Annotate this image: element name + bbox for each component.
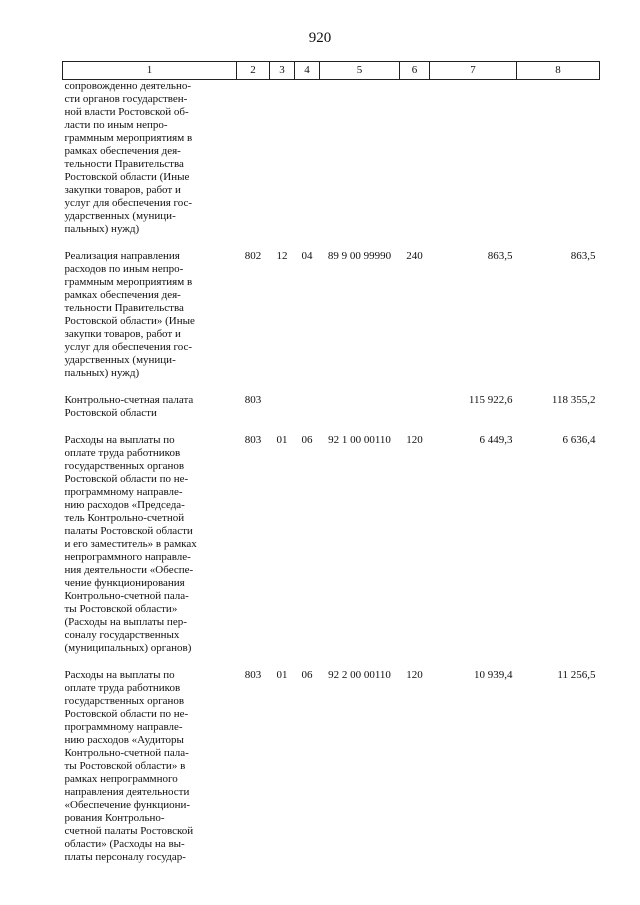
description-line: ты Ростовской области» xyxy=(64,603,178,615)
subsection-code xyxy=(295,380,320,420)
description-line: ния деятельности «Обеспе- xyxy=(64,564,194,576)
page-number: 920 xyxy=(308,30,332,46)
subsection-code: 04 xyxy=(301,250,313,262)
column-header: 2 xyxy=(237,62,270,80)
description-line: закупки товаров, работ и xyxy=(64,184,181,196)
description-line: (муниципальных) органов) xyxy=(64,642,192,654)
section-code: 01 xyxy=(276,434,288,446)
amount-year-2: 11 256,5 xyxy=(557,669,596,681)
description-line: рамках непрограммного xyxy=(64,773,178,785)
description-line: (Расходы на выплаты пер- xyxy=(64,616,187,628)
expense-type-code xyxy=(400,380,430,420)
row-description xyxy=(63,236,237,380)
section-code: 01 xyxy=(276,669,288,681)
ministry-code: 803 xyxy=(244,394,262,406)
description-line: Контрольно-счетной пала- xyxy=(64,590,189,602)
expense-type-code xyxy=(400,80,430,237)
description-line: Ростовской области по не- xyxy=(64,708,189,720)
table-body xyxy=(63,80,600,865)
amount-year-2 xyxy=(517,80,600,237)
description-line: нию расходов «Аудиторы xyxy=(64,734,184,746)
description-line: ударственных (муници- xyxy=(64,210,176,222)
description-line: услуг для обеспечения гос- xyxy=(64,341,193,353)
description-line: Ростовской области» (Иные xyxy=(64,315,195,327)
table-row xyxy=(63,420,600,655)
description-line: программному направле- xyxy=(64,486,183,498)
amount-year-2: 118 355,2 xyxy=(551,394,596,406)
row-description xyxy=(63,420,237,655)
description-line: палаты Ростовской области xyxy=(64,525,193,537)
description-line: чение функционирования xyxy=(64,577,185,589)
description-line: сти органов государствен- xyxy=(64,93,188,105)
description-line: рования Контрольно- xyxy=(64,812,165,824)
description-line: и его заместитель» в рамках xyxy=(64,538,197,550)
target-article-code xyxy=(320,80,400,237)
description-line: Ростовской области xyxy=(64,407,157,419)
amount-year-1: 115 922,6 xyxy=(468,394,513,406)
section-code: 12 xyxy=(276,250,288,262)
description-line: программному направле- xyxy=(64,721,183,733)
amount-year-1: 6 449,3 xyxy=(479,434,513,446)
subsection-code xyxy=(295,80,320,237)
target-article-code: 89 9 00 99990 xyxy=(327,250,392,262)
row-description xyxy=(63,80,237,237)
ministry-code: 802 xyxy=(244,250,262,262)
description-line: ласти по иным непро- xyxy=(64,119,168,131)
budget-table xyxy=(62,61,600,864)
expense-type-code: 120 xyxy=(406,434,423,446)
description-line: тельности Правительства xyxy=(64,158,184,170)
subsection-code: 06 xyxy=(301,669,313,681)
ministry-code: 803 xyxy=(244,669,262,681)
target-article-code: 92 1 00 00110 xyxy=(328,434,391,446)
ministry-code xyxy=(237,80,270,237)
description-line: граммным мероприятиям в xyxy=(64,276,193,288)
description-line: Ростовской области (Иные xyxy=(64,171,190,183)
table-row xyxy=(63,236,600,380)
row-description xyxy=(63,380,237,420)
column-header: 7 xyxy=(430,62,517,80)
description-line: закупки товаров, работ и xyxy=(64,328,181,340)
description-line: пальных) нужд) xyxy=(64,367,140,379)
description-line: рамках обеспечения дея- xyxy=(64,145,181,157)
description-line: нию расходов «Председа- xyxy=(64,499,185,511)
description-line: оплате труда работников xyxy=(64,447,181,459)
description-line: направления деятельности xyxy=(64,786,190,798)
column-header: 1 xyxy=(63,62,237,80)
description-line: расходов по иным непро- xyxy=(64,263,184,275)
table-row xyxy=(63,380,600,420)
description-line: соналу государственных xyxy=(64,629,180,641)
target-article-code: 92 2 00 00110 xyxy=(328,669,391,681)
amount-year-2: 863,5 xyxy=(570,250,596,262)
target-article-code xyxy=(320,380,400,420)
description-line: услуг для обеспечения гос- xyxy=(64,197,193,209)
description-line: государственных органов xyxy=(64,695,185,707)
table-row xyxy=(63,655,600,864)
section-code xyxy=(270,380,295,420)
description-line: тельности Правительства xyxy=(64,302,184,314)
expense-type-code: 240 xyxy=(406,250,423,262)
description-line: Контрольно-счетная палата xyxy=(64,394,194,406)
description-line: оплате труда работников xyxy=(64,682,181,694)
description-line: «Обеспечение функциони- xyxy=(64,799,191,811)
amount-year-1 xyxy=(430,80,517,237)
description-line: ной власти Ростовской об- xyxy=(64,106,189,118)
column-header: 4 xyxy=(295,62,320,80)
description-line: Расходы на выплаты по xyxy=(64,434,175,446)
description-line: Контрольно-счетной пала- xyxy=(64,747,189,759)
amount-year-1: 863,5 xyxy=(487,250,513,262)
description-line: счетной палаты Ростовской xyxy=(64,825,194,837)
description-line: граммным мероприятиям в xyxy=(64,132,193,144)
column-header: 8 xyxy=(517,62,600,80)
description-line: Расходы на выплаты по xyxy=(64,669,175,681)
description-line: ты Ростовской области» в xyxy=(64,760,186,772)
description-line: платы персоналу государ- xyxy=(64,851,186,863)
subsection-code: 06 xyxy=(301,434,313,446)
row-description xyxy=(63,655,237,864)
description-line: непрограммного направле- xyxy=(64,551,191,563)
ministry-code: 803 xyxy=(244,434,262,446)
table-header-row xyxy=(63,62,600,80)
amount-year-2: 6 636,4 xyxy=(562,434,596,446)
description-line: пальных) нужд) xyxy=(64,223,140,235)
section-code xyxy=(270,80,295,237)
description-line: Реализация направления xyxy=(64,250,180,262)
description-line: Ростовской области по не- xyxy=(64,473,189,485)
description-line: государственных органов xyxy=(64,460,185,472)
expense-type-code: 120 xyxy=(406,669,423,681)
description-line: ударственных (муници- xyxy=(64,354,176,366)
amount-year-1: 10 939,4 xyxy=(474,669,513,681)
description-line: области» (Расходы на вы- xyxy=(64,838,185,850)
column-header: 5 xyxy=(320,62,400,80)
column-header: 6 xyxy=(400,62,430,80)
description-line: тель Контрольно-счетной xyxy=(64,512,185,524)
column-header: 3 xyxy=(270,62,295,80)
table-row xyxy=(63,80,600,237)
description-line: сопровожденно деятельно- xyxy=(64,80,191,92)
description-line: рамках обеспечения дея- xyxy=(64,289,181,301)
